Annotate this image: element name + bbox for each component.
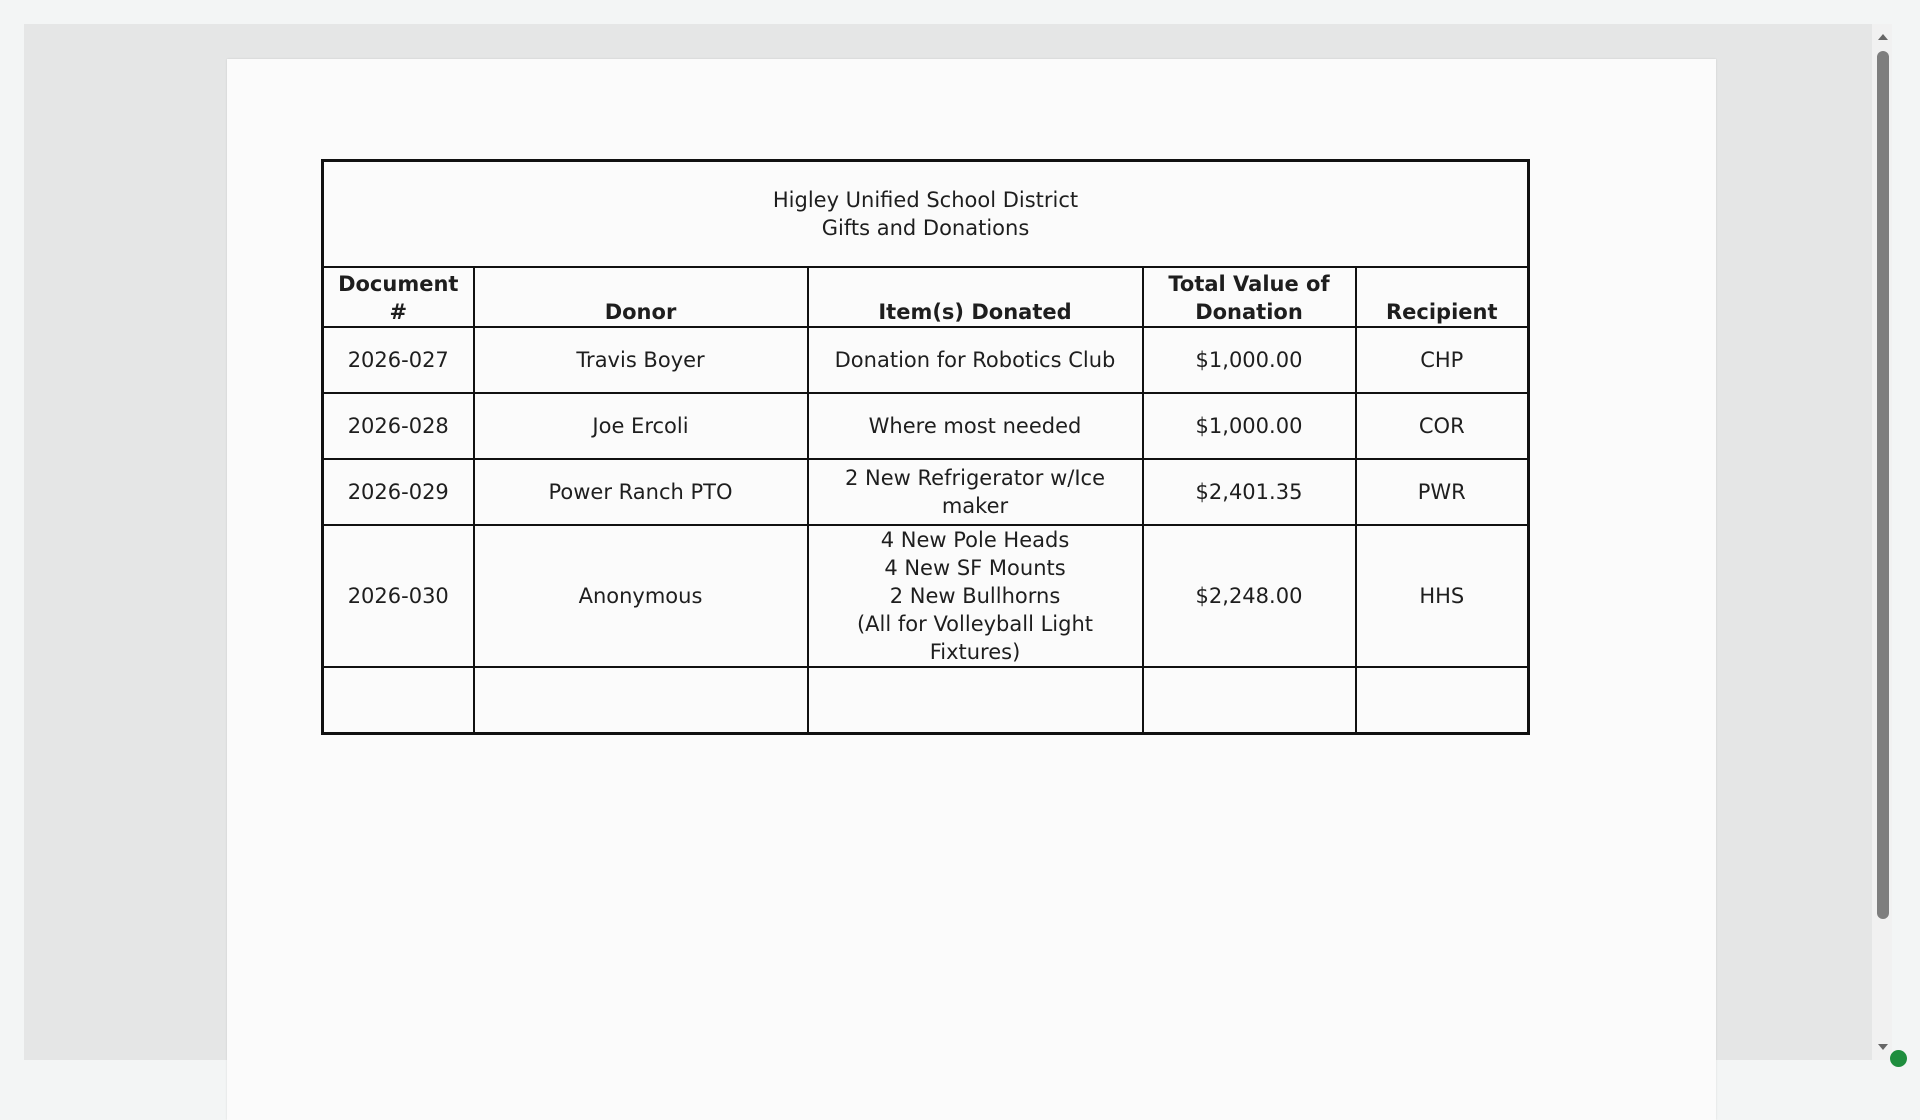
empty-cell (808, 667, 1143, 734)
donor-cell: Anonymous (474, 525, 808, 667)
item-line: 4 New SF Mounts (884, 556, 1066, 580)
table-subtitle: Gifts and Donations (821, 216, 1030, 240)
table-row (323, 525, 1529, 667)
recipient-cell: HHS (1356, 525, 1529, 667)
table-row (323, 393, 1529, 459)
document-number-cell: 2026-027 (323, 327, 474, 393)
header-items-donated: Item(s) Donated (808, 267, 1143, 327)
header-row (323, 267, 1529, 327)
item-line: 2 New Refrigerator w/Ice maker (845, 466, 1105, 518)
items-cell (808, 459, 1143, 525)
item-line: Where most needed (868, 414, 1082, 438)
donor-cell: Joe Ercoli (474, 393, 808, 459)
vertical-scrollbar[interactable] (1872, 24, 1892, 1060)
item-line: 2 New Bullhorns (889, 584, 1061, 608)
empty-row (323, 667, 1529, 734)
item-line: 4 New Pole Heads (880, 528, 1070, 552)
header-document-number: Document # (323, 267, 474, 327)
scroll-up-arrow-icon[interactable] (1878, 34, 1888, 40)
empty-cell (474, 667, 808, 734)
empty-cell (1356, 667, 1529, 734)
header-donor: Donor (474, 267, 808, 327)
value-cell: $2,248.00 (1143, 525, 1356, 667)
items-cell (808, 327, 1143, 393)
donor-cell: Power Ranch PTO (474, 459, 808, 525)
table-title (323, 161, 1529, 268)
recipient-cell: COR (1356, 393, 1529, 459)
scroll-down-arrow-icon[interactable] (1878, 1044, 1888, 1050)
table-row (323, 459, 1529, 525)
item-line: (All for Volleyball Light Fixtures) (856, 612, 1093, 664)
header-total-value: Total Value of Donation (1143, 267, 1356, 327)
recipient-cell: PWR (1356, 459, 1529, 525)
value-cell: $1,000.00 (1143, 393, 1356, 459)
item-line: Donation for Robotics Club (834, 348, 1116, 372)
district-name: Higley Unified School District (772, 188, 1079, 212)
recipient-cell: CHP (1356, 327, 1529, 393)
items-cell (808, 393, 1143, 459)
document-page (227, 59, 1716, 1120)
empty-cell (1143, 667, 1356, 734)
value-cell: $2,401.35 (1143, 459, 1356, 525)
header-recipient: Recipient (1356, 267, 1529, 327)
value-cell: $1,000.00 (1143, 327, 1356, 393)
document-number-cell: 2026-030 (323, 525, 474, 667)
scroll-thumb[interactable] (1877, 51, 1889, 919)
document-viewer (24, 24, 1872, 1060)
donations-table (321, 159, 1530, 735)
empty-cell (323, 667, 474, 734)
document-number-cell: 2026-028 (323, 393, 474, 459)
table-row (323, 327, 1529, 393)
status-indicator-icon (1890, 1050, 1907, 1067)
items-cell (808, 525, 1143, 667)
donor-cell: Travis Boyer (474, 327, 808, 393)
document-number-cell: 2026-029 (323, 459, 474, 525)
